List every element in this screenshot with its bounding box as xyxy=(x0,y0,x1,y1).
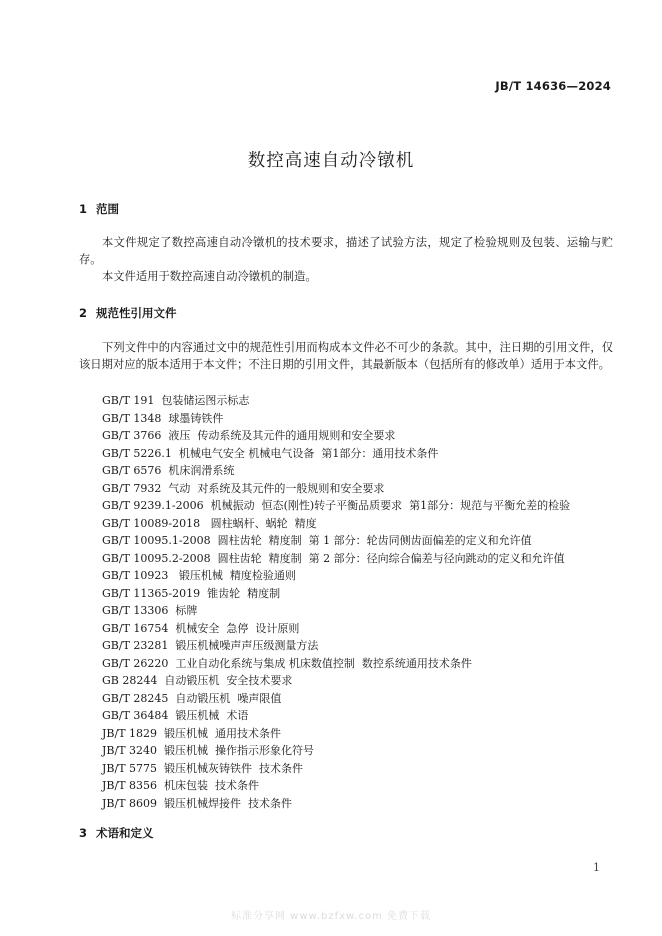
reference-item: JB/T 8609 锻压机械焊接件 技术条件 xyxy=(102,796,293,810)
reference-item: GB/T 28245 自动锻压机 噪声限值 xyxy=(102,691,282,705)
reference-item: GB/T 9239.1-2006 机械振动 恒态(刚性)转子平衡品质要求 第1部分：规范与平衡允差的检验 xyxy=(102,499,571,512)
reference-item: JB/T 8356 机床包装 技术条件 xyxy=(102,779,260,792)
section-number: 2 xyxy=(79,306,88,320)
references-intro: 下列文件中的内容通过文中的规范性引用而构成本文件必不可少的条款。其中，注日期的引用文件，仅该日期对应的版本适用于本文件；不注日期的引用文件，其最新版本（包括所有的修改单）适用于本文件。 xyxy=(79,341,613,371)
reference-item: GB/T 10089-2018 圆柱蜗杆、蜗轮 精度 xyxy=(102,516,317,530)
section-title: 术语和定义 xyxy=(96,826,154,840)
reference-item: JB/T 3240 锻压机械 操作指示形象化符号 xyxy=(102,744,315,757)
reference-item: GB/T 7932 气动 对系统及其元件的一般规则和安全要求 xyxy=(102,481,385,495)
scope-paragraph: 本文件规定了数控高速自动冷镦机的技术要求，描述了试验方法，规定了检验规则及包装、运输与贮存。 xyxy=(79,236,613,266)
reference-item: JB/T 5775 锻压机械灰铸铁件 技术条件 xyxy=(102,761,304,775)
reference-list xyxy=(102,392,570,812)
section-number: 1 xyxy=(79,202,88,216)
reference-item: GB/T 16754 机械安全 急停 设计原则 xyxy=(102,621,300,635)
section-2-heading xyxy=(79,305,177,321)
reference-item: GB/T 10923 锻压机械 精度检验通则 xyxy=(102,569,296,582)
watermark: 标准分享网 www.bzfxw.com 免费下载 xyxy=(231,911,431,922)
scope-applicability: 本文件适用于数控高速自动冷镦机的制造。 xyxy=(102,270,317,283)
reference-item: GB/T 23281 锻压机械噪声声压级测量方法 xyxy=(102,639,319,652)
reference-item: GB 28244 自动锻压机 安全技术要求 xyxy=(102,674,293,687)
reference-item: GB/T 6576 机床润滑系统 xyxy=(102,464,235,477)
reference-item: GB/T 5226.1 机械电气安全 机械电气设备 第1部分：通用技术条件 xyxy=(102,446,439,460)
standard-number: JB/T 14636—2024 xyxy=(495,79,611,93)
reference-item: GB/T 13306 标牌 xyxy=(102,604,198,617)
reference-item: JB/T 1829 锻压机械 通用技术条件 xyxy=(102,726,282,740)
reference-item: GB/T 26220 工业自动化系统与集成 机床数值控制 数控系统通用技术条件 xyxy=(102,656,472,670)
section-3-heading xyxy=(79,825,154,841)
section-1-heading xyxy=(79,201,119,217)
section-title: 范围 xyxy=(96,202,119,216)
section-title: 规范性引用文件 xyxy=(96,306,177,320)
reference-item: GB/T 11365-2019 锥齿轮 精度制 xyxy=(102,586,281,600)
section-number: 3 xyxy=(79,826,88,840)
reference-item: GB/T 36484 锻压机械 术语 xyxy=(102,709,249,722)
document-title: 数控高速自动冷镦机 xyxy=(247,151,415,171)
reference-item: GB/T 10095.1-2008 圆柱齿轮 精度制 第 1 部分：轮齿同侧齿面偏差的定义和允许值 xyxy=(102,534,532,547)
reference-item: GB/T 1348 球墨铸铁件 xyxy=(102,411,224,425)
reference-item: GB/T 3766 液压 传动系统及其元件的通用规则和安全要求 xyxy=(102,429,396,442)
reference-item: GB/T 10095.2-2008 圆柱齿轮 精度制 第 2 部分：径向综合偏差与径向跳动的定义和允许值 xyxy=(102,551,565,565)
page-number: 1 xyxy=(593,861,600,874)
reference-item: GB/T 191 包装储运图示标志 xyxy=(102,394,250,407)
